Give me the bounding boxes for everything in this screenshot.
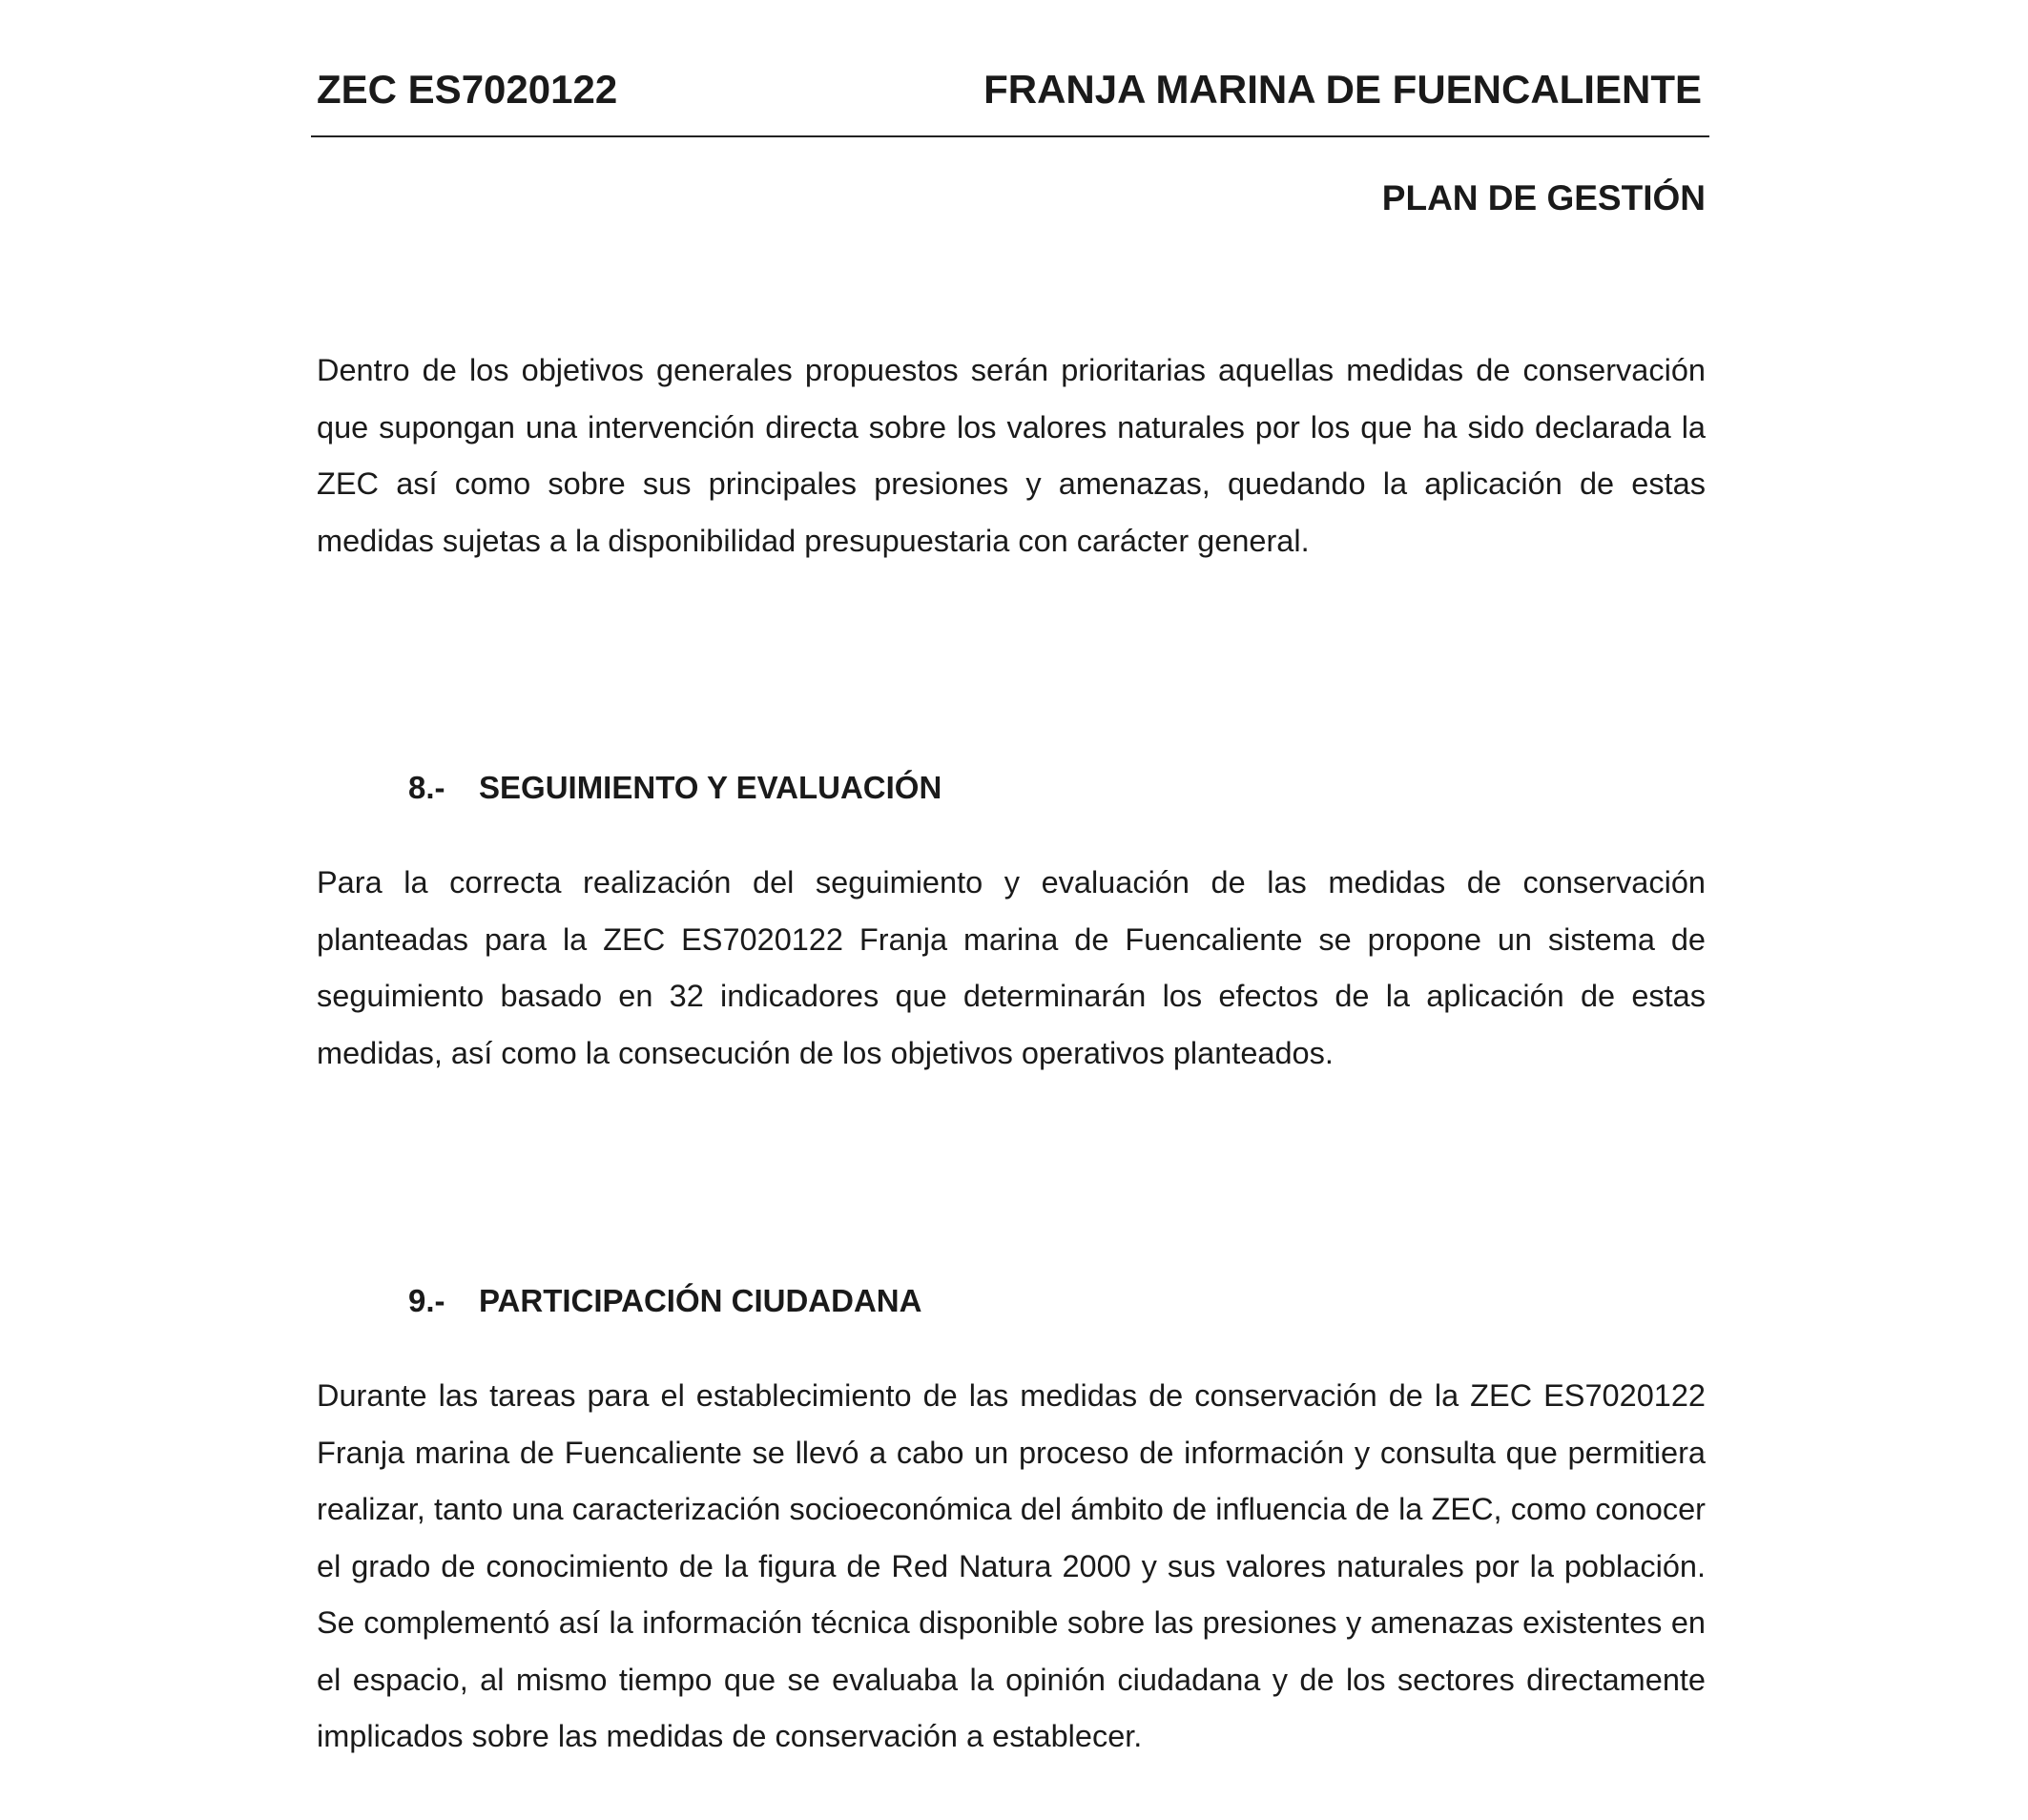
header-divider: [311, 135, 1709, 137]
header-site-name: FRANJA MARINA DE FUENCALIENTE: [983, 67, 1702, 112]
section-number: 8.-: [408, 770, 445, 805]
header-site-code: ZEC ES7020122: [317, 67, 618, 112]
section-title: SEGUIMIENTO Y EVALUACIÓN: [479, 770, 942, 805]
section-heading-monitoring: [408, 763, 942, 813]
monitoring-paragraph: Para la correcta realización del seguimiento y evaluación de las medidas de conservación planteadas para la ZEC ES7020122 Franja marina de Fuencaliente se propone un sistema de seguimiento basado en 32 indicadores que determinarán los efectos de la aplicación de estas medidas, así como la consecución de los objetivos operativos planteados.: [317, 865, 1706, 1070]
section-heading-participation: [408, 1276, 921, 1326]
section-title: PARTICIPACIÓN CIUDADANA: [479, 1283, 922, 1318]
document-type-label: PLAN DE GESTIÓN: [1381, 178, 1706, 217]
intro-paragraph: Dentro de los objetivos generales propuestos serán prioritarias aquellas medidas de conservación que supongan una intervención directa sobre los valores naturales por los que ha sido declarada la ZEC así como sobre sus principales presiones y amenazas, quedando la aplicación de estas medidas sujetas a la disponibilidad presupuestaria con carácter general.: [317, 353, 1706, 558]
section-number: 9.-: [408, 1283, 445, 1318]
page-header: [311, 61, 1707, 118]
participation-paragraph: Durante las tareas para el establecimiento de las medidas de conservación de la ZEC ES7020122 Franja marina de Fuencaliente se llevó a cabo un proceso de información y consulta que permitiera realizar, tanto una caracterización socioeconómica del ámbito de influencia de la ZEC, como conocer el grado de conocimiento de la figura de Red Natura 2000 y sus valores naturales por la población. Se complementó así la información técnica disponible sobre las presiones y amenazas existentes en el espacio, al mismo tiempo que se evaluaba la opinión ciudadana y de los sectores directamente implicados sobre las medidas de conservación a establecer.: [317, 1378, 1706, 1753]
